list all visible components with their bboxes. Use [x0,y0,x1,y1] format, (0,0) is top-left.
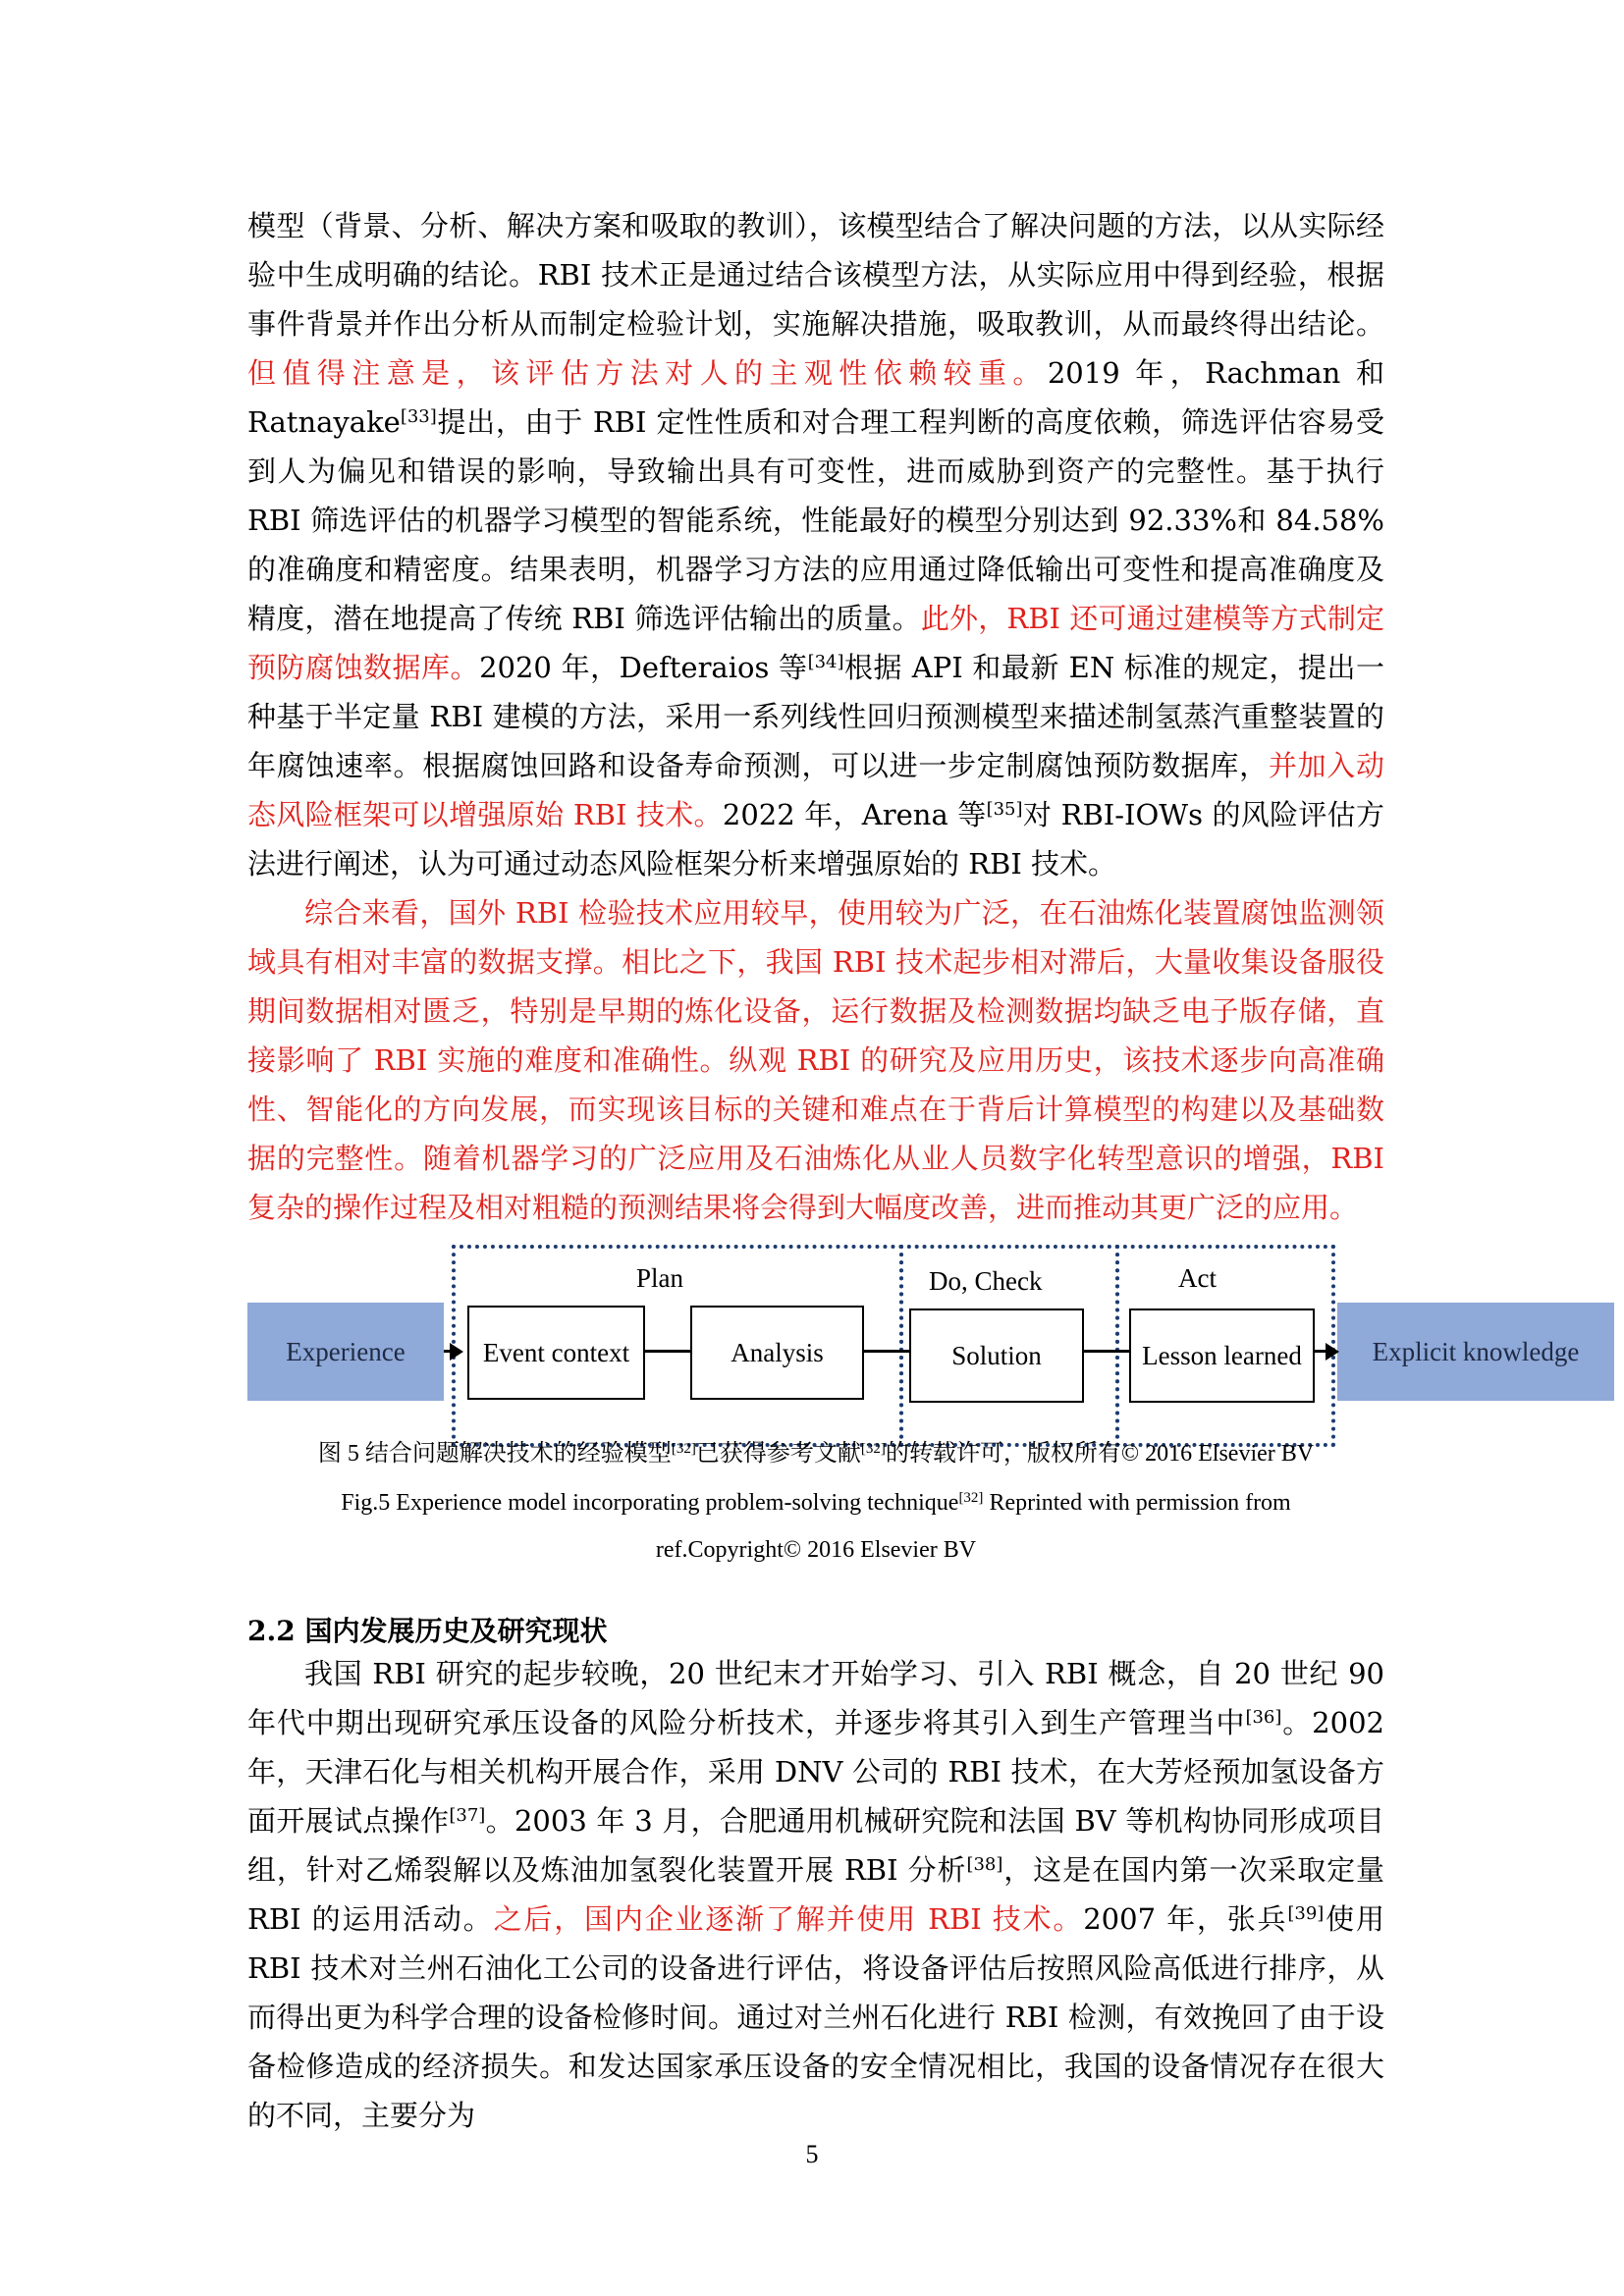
highlighted-text: 但值得注意是，该评估方法对人的主观性依赖较重。 [247,356,1048,390]
explicit-knowledge-label: Explicit knowledge [1372,1336,1580,1366]
arrow-right-icon [1326,1343,1339,1361]
analysis-box [690,1306,864,1400]
citation[interactable]: [37] [449,1805,486,1826]
text: 根据 API 和最新 EN 标准的规定，提出一种基于半定量 RBI 建模的方法，采用一系列线性回归预测模型来描述制氢蒸汽重整装置的年腐蚀速率。根据腐蚀回路和设备寿命预测，可以进一步定制腐蚀预防数据库， [247,651,1384,782]
event-context-label: Event context [482,1337,630,1367]
text: 模型（背景、分析、解决方案和吸取的教训），该模型结合了解决问题的方法，以从实际经验中生成明确的结论。RBI 技术正是通过结合该模型方法，从实际应用中得到经验，根据事件背景并作出分析从而制定检验计划，实施解决措施，吸取教训，从而最终得出结论。 [247,209,1384,341]
figure-caption-en [247,1487,1384,1519]
text: 使用 RBI 技术对兰州石油化工公司的设备进行评估，将设备评估后按照风险高低进行排序，从而得出更为科学合理的设备检修时间。通过对兰州石化进行 RBI 检测，有效挽回了由于设备检修造成的经济损失。和发达国家承压设备的安全情况相比，我国的设备情况存在很大的不同，主要分为 [247,1902,1384,2132]
citation[interactable]: [32] [671,1441,696,1457]
citation[interactable]: [32] [958,1490,984,1506]
text: 我国 RBI 研究的起步较晚，20 世纪末才开始学习、引入 RBI 概念，自 20 世纪 90 年代中期出现研究承压设备的风险分析技术，并逐步将其引入到生产管理当中 [247,1657,1384,1739]
text: 对 RBI-IOWs 的风险评估方法进行阐述，认为可通过动态风险框架分析来增强原始的 RBI 技术。 [247,798,1384,881]
text: 2020 年，Defteraios 等 [479,651,808,684]
text: 2022 年，Arena 等 [722,798,987,831]
do-check-label: Do, Check [929,1266,1043,1296]
experience-box [247,1303,444,1401]
event-context-box [467,1306,645,1400]
solution-box [909,1308,1084,1403]
highlighted-text: 并加入动态风险框架可以增强原始 RBI 技术。 [247,749,1384,831]
plan-label: Plan [636,1263,684,1293]
page-number: 5 [805,2140,819,2168]
experience-label: Experience [286,1336,406,1366]
connector-line [862,1350,909,1353]
citation[interactable]: [38] [966,1854,1003,1875]
text: 2007 年，张兵 [1083,1902,1288,1936]
connector-line [643,1350,690,1353]
act-label: Act [1178,1263,1217,1293]
citation[interactable]: [35] [986,799,1023,820]
highlighted-text: 此外，RBI 还可通过建模等方式制定预防腐蚀数据库。 [247,602,1384,684]
analysis-label: Analysis [731,1337,824,1367]
connector-line [1082,1350,1129,1353]
section-heading: 2.2 国内发展历史及研究现状 [247,1615,608,1647]
caption-text: Fig.5 Experience model incorporating problem-solving technique [341,1490,959,1516]
figure-caption-cn [247,1438,1384,1469]
lesson-learned-box [1129,1308,1315,1403]
arrow-right-icon [450,1343,463,1361]
caption-text: 图 5 结合问题解决技术的经验模型 [317,1441,672,1467]
highlighted-text: 之后，国内企业逐渐了解并使用 RBI 技术。 [493,1902,1084,1936]
paragraph-3 [247,1649,1384,2140]
text: 提出，由于 RBI 定性性质和对合理工程判断的高度依赖，筛选评估容易受到人为偏见和错误的影响，导致输出具有可变性，进而威胁到资产的完整性。基于执行 RBI 筛选评估的机器学习模型的智能系统，性能最好的模型分别达到 92.33%和 84.58%的准确度和精密度。结果表明，机器学习方法的应用通过降低输出可变性和提高准确度及精度，潜在地提高了传统 RBI 筛选评估输出的质量。 [247,405,1384,635]
citation[interactable]: [36] [1245,1707,1282,1728]
highlighted-text: 综合来看，国外 RBI 检验技术应用较早，使用较为广泛，在石油炼化装置腐蚀监测领域具有相对丰富的数据支撑。相比之下，我国 RBI 技术起步相对滞后，大量收集设备服役期间数据相对匮乏，特别是早期的炼化设备，运行数据及检测数据均缺乏电子版存储，直接影响了 RBI 实施的难度和准确性。纵观 RBI 的研究及应用历史，该技术逐步向高准确性、智能化的方向发展，而实现该目标的关键和难点在于背后计算模型的构建以及基础数据的完整性。随着机器学习的广泛应用及石油炼化从业人员数字化转型意识的增强，RBI 复杂的操作过程及相对粗糙的预测结果将会得到大幅度改善，进而推动其更广泛的应用。 [247,896,1384,1224]
text: 。2003 年 3 月，合肥通用机械研究院和法国 BV 等机构协同形成项目组，针对乙烯裂解以及炼油加氢裂化装置开展 RBI 分析 [247,1804,1384,1887]
text: 2019 年，Rachman 和 Ratnayake [247,356,1384,439]
explicit-knowledge-box [1337,1303,1614,1401]
lesson-learned-label: Lesson learned [1142,1340,1302,1370]
caption-text: ref.Copyright© 2016 Elsevier BV [655,1537,977,1563]
solution-label: Solution [951,1340,1042,1370]
caption-text: 的转载许可，版权所有© 2016 Elsevier BV [885,1441,1315,1467]
text: ，这是在国内第一次采取定量 RBI 的运用活动。 [247,1853,1384,1936]
caption-text: Reprinted with permission from [983,1490,1291,1516]
text: 。2002 年，天津石化与相关机构开展合作，采用 DNV 公司的 RBI 技术，在大芳烃预加氢设备方面开展试点操作 [247,1706,1384,1838]
caption-text: 已获得参考文献 [695,1441,861,1467]
citation[interactable]: [33] [400,406,437,427]
figure-caption-en-line2 [247,1534,1384,1566]
citation[interactable]: [34] [807,652,844,672]
citation[interactable]: [39] [1287,1903,1325,1924]
citation[interactable]: [32] [860,1441,886,1457]
